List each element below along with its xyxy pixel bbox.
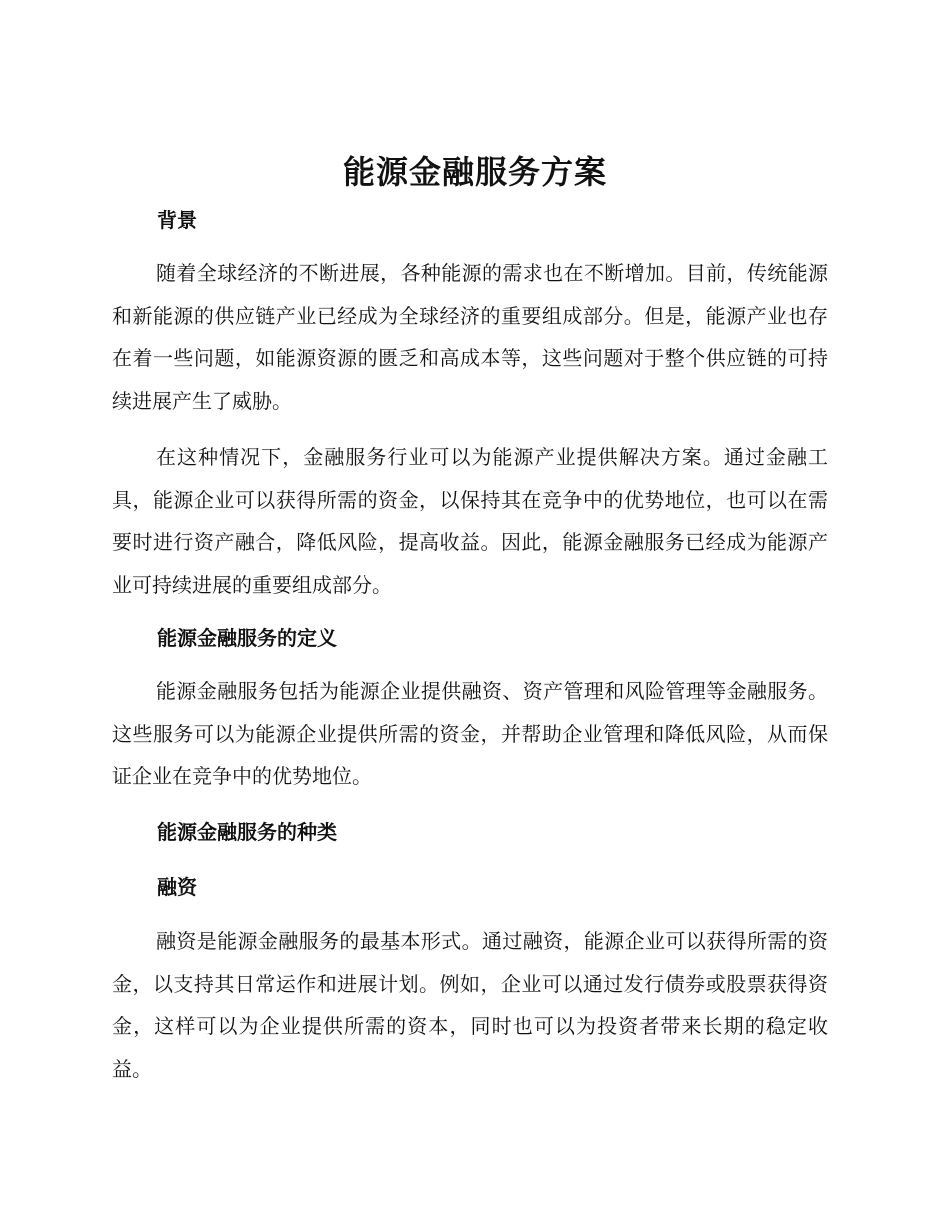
document-title: 能源金融服务方案 bbox=[342, 153, 607, 191]
section-heading-definition: 能源金融服务的定义 bbox=[157, 626, 337, 650]
paragraph-background-2: 在这种情况下，金融服务行业可以为能源产业提供解决方案。通过金融工具，能源企业可以获得所需的资金，以保持其在竞争中的优势地位，也可以在需要时进行资产融合，降低风险，提高收益。因此，能源金融服务已经成为能源产业可持续进展的重要组成部分。 bbox=[112, 445, 828, 597]
paragraph-background-1: 随着全球经济的不断进展，各种能源的需求也在不断增加。目前，传统能源和新能源的供应链产业已经成为全球经济的重要组成部分。但是，能源产业也存在着一些问题，如能源资源的匮乏和高成本等，这些问题对于整个供应链的可持续进展产生了威胁。 bbox=[112, 261, 828, 413]
section-heading-types: 能源金融服务的种类 bbox=[157, 820, 337, 844]
section-heading-background: 背景 bbox=[157, 208, 197, 232]
paragraph-financing: 融资是能源金融服务的最基本形式。通过融资，能源企业可以获得所需的资金，以支持其日常运作和进展计划。例如，企业可以通过发行债券或股票获得资金，这样可以为企业提供所需的资本，同时也可以为投资者带来长期的稳定收益。 bbox=[112, 929, 828, 1081]
paragraph-definition: 能源金融服务包括为能源企业提供融资、资产管理和风险管理等金融服务。这些服务可以为能源企业提供所需的资金，并帮助企业管理和降低风险，从而保证企业在竞争中的优势地位。 bbox=[112, 679, 828, 788]
section-heading-financing: 融资 bbox=[157, 875, 197, 899]
